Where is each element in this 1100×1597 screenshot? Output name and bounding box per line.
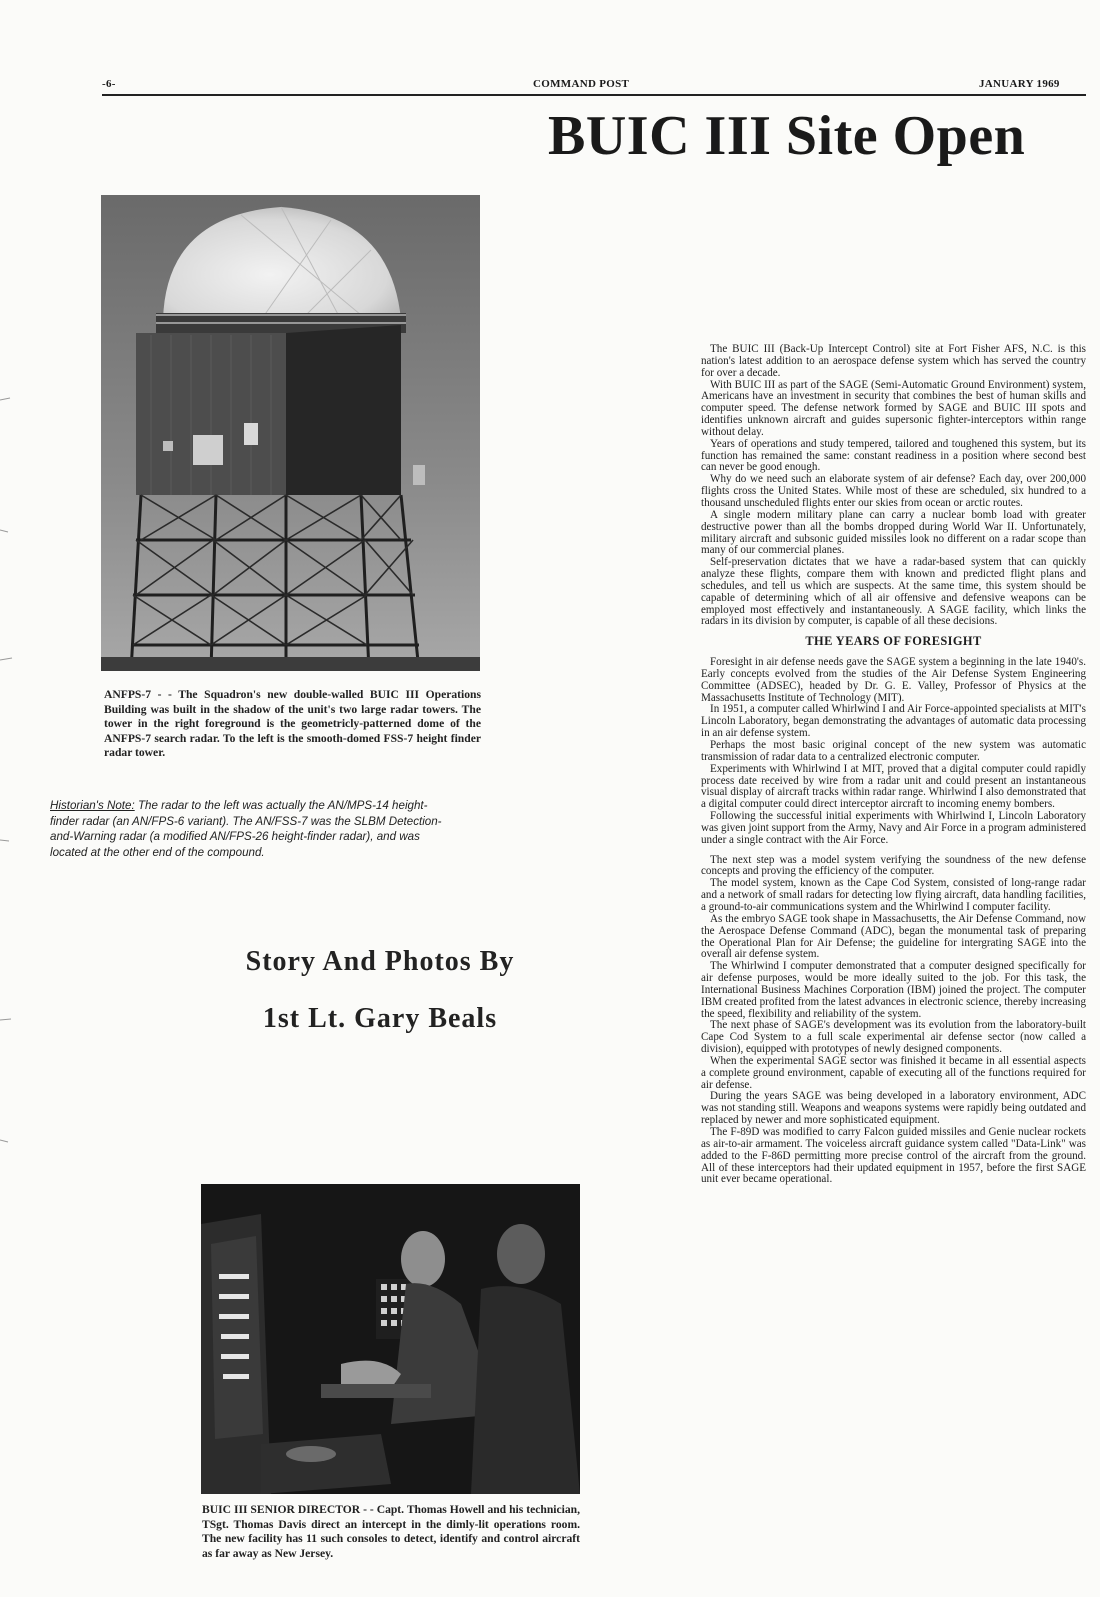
article-paragraph: When the experimental SAGE sector was finished it became in all essential aspects a complete ground environment, capable of executing all of the functions required for air defense. [701,1054,1086,1091]
publication-name: COMMAND POST [533,78,630,90]
article-paragraph: The BUIC III (Back-Up Intercept Control) site at Fort Fisher AFS, N.C. is this nation's latest addition to an aerospace defense system which has served the country for over a decade. [701,344,1086,379]
article-paragraph: During the years SAGE was being developed in a laboratory environment, ADC was not standing still. Weapons and weapons systems were rapidly being outdated and replaced by newer and more sophisticated equipment. [701,1090,1086,1127]
headline: BUIC III Site Open [548,105,1026,167]
senior-director-photo [201,1184,580,1494]
article-paragraph: The F-89D was modified to carry Falcon guided missiles and Genie nuclear rockets as air-to-air armament. The voiceless aircraft guidance system called "Data-Link" was added to the F-86D permitting more precise control of the aircraft from the ground. All of these interceptors had their updated equipment in 1957, before the first SAGE unit ever became operational. [701,1126,1086,1186]
byline-line-1: Story And Photos By [245,946,515,977]
article-paragraph: Perhaps the most basic original concept of the new system was automatic transmission of radar data to a centralized electronic computer. [701,739,1086,763]
historians-note-label: Historian's Note: [50,799,135,812]
radar-tower-photo [101,195,480,671]
historians-note [50,798,450,860]
historians-note-text: The radar to the left was actually the AN/MPS-14 height-finder radar (an AN/FPS-6 variant). The AN/FSS-7 was the SLBM Detection-and-Warning radar (a modified AN/FPS-26 height-finder radar), and was located at the other end of the compound. [50,799,442,859]
left-margin-marks [0,100,14,1300]
article-paragraph: Self-preservation dictates that we have a radar-based system that can quickly analyze these flights, compare them with known and predicted flight plans and schedules, and tell us which are suspects. At the same time, this system should be capable of determining which of all air offensive and defensive weapons can be employed most effectively and instantaneously. A SAGE facility, which links the radars in its division by computer, is capable of all these decisions. [701,556,1086,628]
header-rule [102,94,1086,96]
byline-line-2: 1st Lt. Gary Beals [262,1003,498,1034]
article-paragraph: Foresight in air defense needs gave the SAGE system a beginning in the late 1940's. Early concepts evolved from the studies of the Air Defense System Engineering Committee (ADSEC), headed by Dr. G. E. Valley, Professor of Physics at the Massachusetts Institute of Technology (MIT). [701,656,1086,704]
console-photo-caption: BUIC III SENIOR DIRECTOR - - Capt. Thomas Howell and his technician, TSgt. Thomas Davis direct an intercept in the dimly-lit operations room. The new facility has 11 such consoles to detect, identify and control aircraft as far away as New Jersey. [202,1503,580,1560]
article-paragraph: As the embryo SAGE took shape in Massachusetts, the Air Defense Command, now the Aerospace Defense Command (ADC), began the monumental task of preparing the Operational Plan for Air Defense; the guideline for intergrating SAGE into the overall air defense system. [701,912,1086,961]
article-paragraph: The next phase of SAGE's development was its evolution from the laboratory-built Cape Cod System to a full scale experimental air defense sector (now called a division), equipped with prototypes of newly designed components. [701,1019,1086,1056]
console-operators-illustration [201,1184,580,1494]
article-paragraph: The Whirlwind I computer demonstrated that a computer designed specifically for air defense purposes, would be more ideally suited to the job. For this task, the International Business Machines Corporation (IBM) joined the project. The computer IBM created profited from the latest advances in electronic science, thereby increasing the speed, flexibility and reliability of the system. [701,960,1086,1020]
article-body [701,344,1086,1414]
article-paragraph: The model system, known as the Cape Cod System, consisted of long-range radar and a network of small radars for detecting low flying aircraft, data handling facilities, a ground-to-air communications system and the Whirlwind I computer facility. [701,877,1086,913]
article-paragraph: The next step was a model system verifying the soundness of the new defense concepts and proving the efficiency of the computer. [701,853,1086,878]
article-paragraph: With BUIC III as part of the SAGE (Semi-Automatic Ground Environment) system, Americans have an investment in security that combines the best of human skills and computer speed. The defense network formed by SAGE and BUIC III spots and identifies unknown aircraft and guides supersonic fighter-interceptors within range without delay. [701,378,1086,438]
article-paragraph: Experiments with Whirlwind I at MIT, proved that a digital computer could rapidly process date received by wire from a radar unit and could present an instantaneous visual display of aircraft tracks within radar range. Whirlwind I also demonstrated that a digital computer could direct interceptor aircraft to incoming enemy bombers. [701,762,1086,811]
article-paragraph: Years of operations and study tempered, tailored and toughened this system, but its function has remained the same: constant readiness in a position where second best can never be good enough. [701,437,1086,474]
article-paragraph: In 1951, a computer called Whirlwind I and Air Force-appointed specialists at MIT's Lincoln Laboratory, began demonstrating the advantages of automatic data processing in an air defense system. [701,703,1086,740]
article-subheading: THE YEARS OF FORESIGHT [805,634,982,649]
page-number: -6- [102,78,116,90]
issue-date: JANUARY 1969 [979,78,1060,90]
radar-tower-illustration [101,195,480,671]
radar-photo-caption: ANFPS-7 - - The Squadron's new double-walled BUIC III Operations Building was built in the shadow of the unit's two large radar towers. The tower in the right foreground is the geometricly-patterned dome of the ANFPS-7 search radar. To the left is the smooth-domed FSS-7 height finder radar tower. [104,688,481,760]
article-paragraph: Why do we need such an elaborate system of air defense? Each day, over 200,000 flights cross the United States. While most of these are scheduled, six hundred to a thousand unscheduled flights enter our skies from ocean or arctic routes. [701,473,1086,509]
article-paragraph: A single modern military plane can carry a nuclear bomb load with greater destructive power than all the bombs dropped during World War II. Unfortunately, military aircraft and subsonic guided missiles look no different on a radar scope than many of our commercial planes. [701,508,1086,557]
article-paragraph: Following the successful initial experiments with Whirlwind I, Lincoln Laboratory was given joint support from the Army, Navy and Air Force in a program administered under a single contract with the Air Force. [701,810,1086,846]
